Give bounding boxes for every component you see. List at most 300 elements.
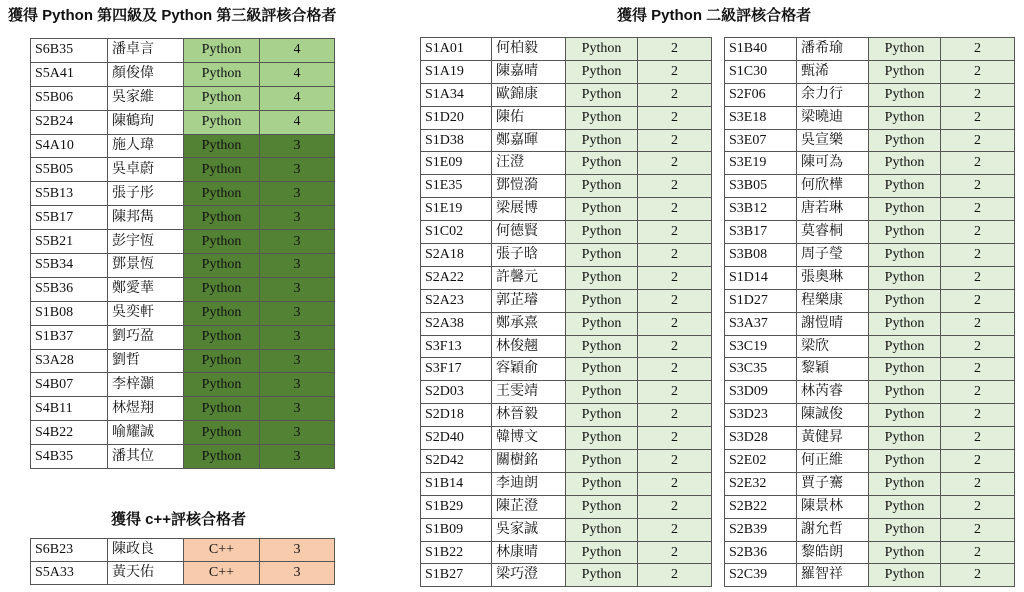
student-name-cell: 鄭嘉暉 [492, 129, 566, 152]
student-id-cell: S1B27 [421, 564, 492, 587]
level-cell: 2 [638, 83, 712, 106]
table-row [31, 539, 335, 562]
cpp-table [30, 538, 335, 585]
language-cell: Python [869, 495, 941, 518]
table-row [725, 358, 1015, 381]
language-cell: Python [869, 335, 941, 358]
level-cell: 2 [638, 564, 712, 587]
table-row [725, 60, 1015, 83]
level-cell: 2 [941, 541, 1015, 564]
level-cell: 4 [260, 110, 335, 134]
student-name-cell: 吳家誠 [492, 518, 566, 541]
language-cell: Python [869, 450, 941, 473]
student-id-cell: S2D03 [421, 381, 492, 404]
student-id-cell: S1E19 [421, 198, 492, 221]
student-id-cell: S4B07 [31, 373, 108, 397]
level-cell: 2 [638, 427, 712, 450]
student-name-cell: 關樹銘 [492, 450, 566, 473]
language-cell: Python [566, 450, 638, 473]
student-name-cell: 陳鶴珣 [108, 110, 184, 134]
student-id-cell: S2E32 [725, 472, 797, 495]
level-cell: 2 [941, 335, 1015, 358]
table-row [31, 562, 335, 585]
student-id-cell: S5B36 [31, 277, 108, 301]
table-row [31, 325, 335, 349]
level-cell: 2 [638, 450, 712, 473]
level-cell: 3 [260, 230, 335, 254]
student-id-cell: S2C39 [725, 564, 797, 587]
table-row [725, 518, 1015, 541]
table-row [421, 312, 712, 335]
language-cell: Python [566, 198, 638, 221]
student-id-cell: S2A22 [421, 266, 492, 289]
student-id-cell: S1B37 [31, 325, 108, 349]
student-name-cell: 彭宇恆 [108, 230, 184, 254]
student-id-cell: S2A18 [421, 244, 492, 267]
language-cell: Python [869, 198, 941, 221]
student-id-cell: S3D23 [725, 404, 797, 427]
student-id-cell: S3E18 [725, 106, 797, 129]
language-cell: Python [566, 289, 638, 312]
language-cell: Python [566, 404, 638, 427]
table-row [31, 134, 335, 158]
student-id-cell: S5B06 [31, 86, 108, 110]
language-cell: Python [566, 381, 638, 404]
student-id-cell: S1B09 [421, 518, 492, 541]
student-id-cell: S1B40 [725, 38, 797, 61]
level-cell: 2 [638, 152, 712, 175]
table-row [31, 110, 335, 134]
student-id-cell: S5B05 [31, 158, 108, 182]
language-cell: Python [566, 221, 638, 244]
language-cell: Python [184, 182, 260, 206]
language-cell: Python [869, 106, 941, 129]
table-row [31, 86, 335, 110]
language-cell: Python [566, 83, 638, 106]
table-row [725, 404, 1015, 427]
level-cell: 2 [941, 472, 1015, 495]
level-cell: 2 [941, 83, 1015, 106]
level-cell: 2 [941, 450, 1015, 473]
level-cell: 2 [638, 541, 712, 564]
student-id-cell: S2F06 [725, 83, 797, 106]
level-cell: 2 [941, 38, 1015, 61]
language-cell: Python [869, 175, 941, 198]
table-row [421, 564, 712, 587]
table-row [725, 495, 1015, 518]
student-id-cell: S5B21 [31, 230, 108, 254]
language-cell: Python [184, 277, 260, 301]
python-level2-table-1 [420, 37, 712, 587]
student-id-cell: S3D28 [725, 427, 797, 450]
student-name-cell: 謝愷晴 [797, 312, 869, 335]
table-row [725, 129, 1015, 152]
language-cell: Python [566, 129, 638, 152]
language-cell: Python [869, 221, 941, 244]
language-cell: Python [184, 421, 260, 445]
student-name-cell: 何正維 [797, 450, 869, 473]
student-name-cell: 吳卓蔚 [108, 158, 184, 182]
table-row [31, 349, 335, 373]
level-cell: 3 [260, 562, 335, 585]
student-id-cell: S6B35 [31, 39, 108, 63]
table-row [421, 427, 712, 450]
level-cell: 2 [941, 381, 1015, 404]
level-cell: 3 [260, 397, 335, 421]
table-row [725, 312, 1015, 335]
table-row [725, 266, 1015, 289]
table-row [421, 198, 712, 221]
language-cell: Python [184, 254, 260, 278]
table-row [31, 373, 335, 397]
student-name-cell: 林晉毅 [492, 404, 566, 427]
student-name-cell: 梁展博 [492, 198, 566, 221]
level-cell: 2 [638, 221, 712, 244]
student-id-cell: S5A41 [31, 62, 108, 86]
level-cell: 3 [260, 325, 335, 349]
table-row [725, 221, 1015, 244]
language-cell: Python [566, 244, 638, 267]
student-name-cell: 陳政良 [108, 539, 184, 562]
table-row [725, 198, 1015, 221]
level-cell: 2 [941, 358, 1015, 381]
language-cell: Python [566, 518, 638, 541]
student-id-cell: S1D27 [725, 289, 797, 312]
table-row [725, 450, 1015, 473]
student-id-cell: S5B34 [31, 254, 108, 278]
level-cell: 4 [260, 39, 335, 63]
python-level2-table-2 [724, 37, 1015, 587]
student-id-cell: S5B17 [31, 206, 108, 230]
level-cell: 2 [638, 518, 712, 541]
student-id-cell: S3D09 [725, 381, 797, 404]
table-row [31, 421, 335, 445]
language-cell: Python [184, 301, 260, 325]
table-row [725, 335, 1015, 358]
level-cell: 3 [260, 134, 335, 158]
language-cell: Python [184, 62, 260, 86]
student-name-cell: 容穎俞 [492, 358, 566, 381]
language-cell: Python [869, 266, 941, 289]
student-name-cell: 潘卓言 [108, 39, 184, 63]
student-id-cell: S5B13 [31, 182, 108, 206]
table-row [421, 221, 712, 244]
student-name-cell: 陳嘉晴 [492, 60, 566, 83]
student-name-cell: 陳邦雋 [108, 206, 184, 230]
language-cell: Python [566, 266, 638, 289]
student-id-cell: S1B14 [421, 472, 492, 495]
student-id-cell: S1C30 [725, 60, 797, 83]
language-cell: Python [869, 129, 941, 152]
student-name-cell: 韓博文 [492, 427, 566, 450]
student-id-cell: S3B05 [725, 175, 797, 198]
student-id-cell: S1B22 [421, 541, 492, 564]
student-name-cell: 許馨元 [492, 266, 566, 289]
table-row [421, 38, 712, 61]
language-cell: Python [869, 60, 941, 83]
student-name-cell: 林康晴 [492, 541, 566, 564]
table-row [421, 450, 712, 473]
table-row [31, 277, 335, 301]
student-id-cell: S1A34 [421, 83, 492, 106]
language-cell: Python [566, 427, 638, 450]
table-row [31, 39, 335, 63]
student-id-cell: S3B17 [725, 221, 797, 244]
table-row [421, 244, 712, 267]
language-cell: Python [869, 358, 941, 381]
level-cell: 2 [638, 244, 712, 267]
python-level4-3-table [30, 38, 335, 469]
table-row [421, 404, 712, 427]
table-row [725, 244, 1015, 267]
student-name-cell: 謝允哲 [797, 518, 869, 541]
student-name-cell: 梁欣 [797, 335, 869, 358]
level-cell: 3 [260, 277, 335, 301]
student-name-cell: 黃健昇 [797, 427, 869, 450]
student-name-cell: 吳宣樂 [797, 129, 869, 152]
table-row [31, 206, 335, 230]
student-name-cell: 賈子騫 [797, 472, 869, 495]
table-row [31, 230, 335, 254]
student-name-cell: 張子彤 [108, 182, 184, 206]
table-row [421, 266, 712, 289]
student-id-cell: S1A19 [421, 60, 492, 83]
student-id-cell: S3F13 [421, 335, 492, 358]
student-id-cell: S3B12 [725, 198, 797, 221]
student-id-cell: S2B36 [725, 541, 797, 564]
student-name-cell: 陳佑 [492, 106, 566, 129]
student-name-cell: 黎穎 [797, 358, 869, 381]
level-cell: 2 [941, 404, 1015, 427]
language-cell: Python [869, 404, 941, 427]
language-cell: Python [566, 335, 638, 358]
student-name-cell: 莫睿桐 [797, 221, 869, 244]
student-name-cell: 鄧愷漪 [492, 175, 566, 198]
table-row [31, 301, 335, 325]
student-id-cell: S2B39 [725, 518, 797, 541]
level-cell: 2 [638, 38, 712, 61]
student-name-cell: 顏俊偉 [108, 62, 184, 86]
student-id-cell: S2D40 [421, 427, 492, 450]
student-id-cell: S1A01 [421, 38, 492, 61]
student-name-cell: 何欣樺 [797, 175, 869, 198]
level-cell: 2 [638, 198, 712, 221]
student-name-cell: 汪澄 [492, 152, 566, 175]
table-row [31, 62, 335, 86]
level-cell: 3 [260, 158, 335, 182]
student-id-cell: S4B22 [31, 421, 108, 445]
student-name-cell: 何德賢 [492, 221, 566, 244]
student-name-cell: 黃天佑 [108, 562, 184, 585]
level-cell: 2 [941, 244, 1015, 267]
language-cell: Python [184, 373, 260, 397]
language-cell: Python [184, 86, 260, 110]
table-row [421, 472, 712, 495]
table-row [421, 541, 712, 564]
student-name-cell: 潘其位 [108, 445, 184, 469]
level-cell: 3 [260, 445, 335, 469]
student-name-cell: 吳奕軒 [108, 301, 184, 325]
student-id-cell: S6B23 [31, 539, 108, 562]
student-name-cell: 何柏毅 [492, 38, 566, 61]
student-id-cell: S4A10 [31, 134, 108, 158]
student-name-cell: 王雯靖 [492, 381, 566, 404]
table-row [725, 427, 1015, 450]
language-cell: Python [184, 325, 260, 349]
table-row [725, 564, 1015, 587]
student-name-cell: 劉哲 [108, 349, 184, 373]
student-name-cell: 羅智祥 [797, 564, 869, 587]
language-cell: Python [869, 244, 941, 267]
student-id-cell: S3F17 [421, 358, 492, 381]
table-row [31, 254, 335, 278]
student-id-cell: S1C02 [421, 221, 492, 244]
level-cell: 2 [941, 129, 1015, 152]
language-cell: Python [869, 541, 941, 564]
student-id-cell: S1D20 [421, 106, 492, 129]
table-row [421, 152, 712, 175]
student-name-cell: 歐錦康 [492, 83, 566, 106]
level-cell: 2 [941, 152, 1015, 175]
student-name-cell: 陳誠俊 [797, 404, 869, 427]
table-row [725, 472, 1015, 495]
student-name-cell: 周子瑩 [797, 244, 869, 267]
student-name-cell: 鄭承熹 [492, 312, 566, 335]
level-cell: 2 [638, 495, 712, 518]
language-cell: Python [869, 427, 941, 450]
table-row [725, 38, 1015, 61]
student-name-cell: 甄浠 [797, 60, 869, 83]
level-cell: 2 [941, 175, 1015, 198]
student-name-cell: 梁巧澄 [492, 564, 566, 587]
language-cell: Python [566, 564, 638, 587]
language-cell: Python [869, 83, 941, 106]
level-cell: 3 [260, 182, 335, 206]
table-row [421, 518, 712, 541]
language-cell: Python [566, 495, 638, 518]
table-row [421, 289, 712, 312]
language-cell: Python [184, 206, 260, 230]
language-cell: Python [566, 175, 638, 198]
level-cell: 2 [638, 106, 712, 129]
student-name-cell: 施人瑋 [108, 134, 184, 158]
level-cell: 2 [941, 60, 1015, 83]
student-name-cell: 鄧景恆 [108, 254, 184, 278]
level-cell: 2 [638, 129, 712, 152]
level-cell: 2 [941, 106, 1015, 129]
table-row [725, 289, 1015, 312]
student-name-cell: 劉巧盈 [108, 325, 184, 349]
language-cell: Python [566, 358, 638, 381]
student-id-cell: S2A38 [421, 312, 492, 335]
language-cell: Python [184, 349, 260, 373]
student-name-cell: 黎皓朗 [797, 541, 869, 564]
level-cell: 2 [638, 175, 712, 198]
language-cell: Python [869, 564, 941, 587]
student-id-cell: S2B22 [725, 495, 797, 518]
language-cell: Python [184, 158, 260, 182]
language-cell: Python [566, 106, 638, 129]
level-cell: 2 [638, 289, 712, 312]
student-name-cell: 喻耀誠 [108, 421, 184, 445]
student-id-cell: S1E09 [421, 152, 492, 175]
student-id-cell: S2D18 [421, 404, 492, 427]
student-name-cell: 余力行 [797, 83, 869, 106]
table-row [421, 495, 712, 518]
table-row [421, 358, 712, 381]
language-cell: Python [869, 152, 941, 175]
language-cell: Python [566, 541, 638, 564]
level-cell: 2 [941, 495, 1015, 518]
table-row [725, 175, 1015, 198]
language-cell: Python [184, 39, 260, 63]
language-cell: Python [566, 472, 638, 495]
table-row [31, 397, 335, 421]
language-cell: Python [184, 110, 260, 134]
table-row [725, 83, 1015, 106]
table-row [31, 445, 335, 469]
level-cell: 3 [260, 301, 335, 325]
student-id-cell: S3C35 [725, 358, 797, 381]
table-row [421, 335, 712, 358]
level-cell: 2 [638, 60, 712, 83]
level-cell: 2 [941, 427, 1015, 450]
level-cell: 2 [638, 335, 712, 358]
table-row [725, 381, 1015, 404]
table-row [725, 541, 1015, 564]
level-cell: 2 [638, 472, 712, 495]
student-id-cell: S1B08 [31, 301, 108, 325]
level-cell: 2 [941, 564, 1015, 587]
language-cell: C++ [184, 539, 260, 562]
level-cell: 4 [260, 86, 335, 110]
table-row [725, 152, 1015, 175]
level-cell: 2 [638, 312, 712, 335]
level-cell: 2 [638, 358, 712, 381]
language-cell: Python [566, 312, 638, 335]
student-name-cell: 唐若琳 [797, 198, 869, 221]
table-row [725, 106, 1015, 129]
level-cell: 2 [941, 312, 1015, 335]
student-name-cell: 陳景林 [797, 495, 869, 518]
student-id-cell: S2D42 [421, 450, 492, 473]
student-name-cell: 李梓灝 [108, 373, 184, 397]
student-id-cell: S1E35 [421, 175, 492, 198]
level-cell: 4 [260, 62, 335, 86]
student-name-cell: 張奧琳 [797, 266, 869, 289]
title-python-level4-3: 獲得 Python 第四級及 Python 第三級評核合格者 [8, 7, 337, 24]
student-name-cell: 郭芷璿 [492, 289, 566, 312]
table-row [421, 381, 712, 404]
language-cell: Python [184, 445, 260, 469]
language-cell: Python [566, 38, 638, 61]
title-cpp: 獲得 c++評核合格者 [111, 511, 247, 528]
language-cell: Python [869, 312, 941, 335]
student-name-cell: 陳芷澄 [492, 495, 566, 518]
level-cell: 2 [941, 198, 1015, 221]
student-name-cell: 林煜翔 [108, 397, 184, 421]
language-cell: Python [869, 289, 941, 312]
student-id-cell: S1D38 [421, 129, 492, 152]
table-row [31, 158, 335, 182]
table-row [31, 182, 335, 206]
language-cell: C++ [184, 562, 260, 585]
table-row [421, 129, 712, 152]
student-id-cell: S2A23 [421, 289, 492, 312]
level-cell: 3 [260, 539, 335, 562]
student-name-cell: 鄭愛華 [108, 277, 184, 301]
language-cell: Python [566, 152, 638, 175]
